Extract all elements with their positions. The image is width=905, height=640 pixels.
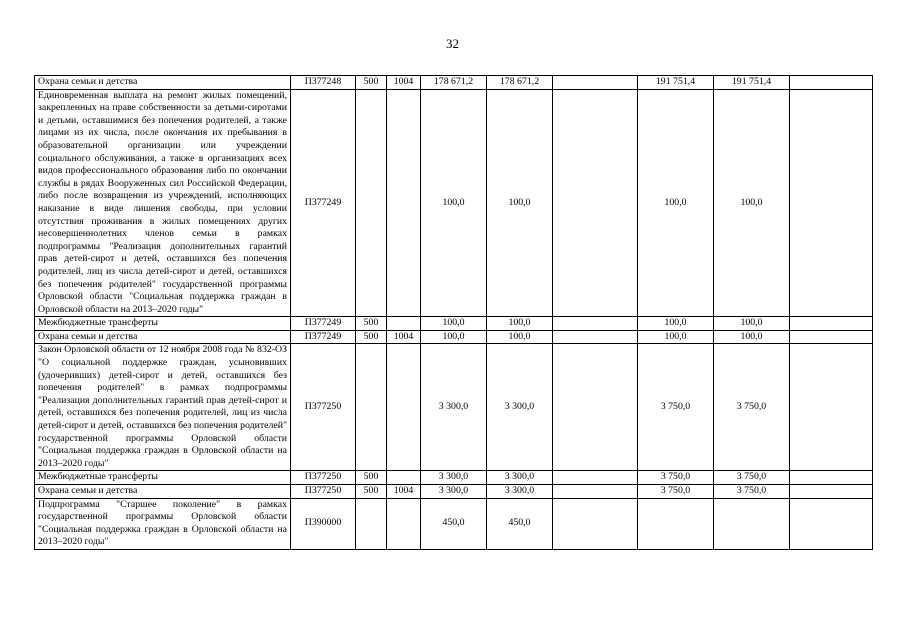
page-number: 32 [446, 36, 459, 51]
row-amount-1: 450,0 [421, 498, 487, 549]
table-row [35, 330, 873, 344]
row-amount-5: 3 750,0 [714, 485, 790, 499]
row-description: Охрана семьи и детства [35, 485, 291, 499]
table-row [35, 498, 873, 549]
table-row [35, 485, 873, 499]
row-section-code [387, 471, 421, 485]
row-target-code: П377248 [291, 76, 356, 90]
row-amount-4: 191 751,4 [638, 76, 714, 90]
row-amount-1: 3 300,0 [421, 344, 487, 471]
row-section-code [387, 89, 421, 317]
row-amount-4: 3 750,0 [638, 485, 714, 499]
row-amount-2: 3 300,0 [487, 471, 553, 485]
row-amount-3 [553, 330, 638, 344]
row-amount-6 [790, 471, 873, 485]
row-amount-6 [790, 89, 873, 317]
row-description: Межбюджетные трансферты [35, 471, 291, 485]
row-amount-5 [714, 498, 790, 549]
row-amount-5: 100,0 [714, 317, 790, 331]
row-amount-2: 450,0 [487, 498, 553, 549]
row-amount-1: 178 671,2 [421, 76, 487, 90]
row-target-code: П377250 [291, 471, 356, 485]
table-body [35, 76, 873, 550]
row-amount-3 [553, 76, 638, 90]
row-amount-3 [553, 89, 638, 317]
row-expense-type [356, 498, 387, 549]
row-amount-1: 100,0 [421, 330, 487, 344]
budget-table [34, 75, 873, 550]
row-amount-1: 100,0 [421, 89, 487, 317]
row-description: Охрана семьи и детства [35, 330, 291, 344]
row-amount-3 [553, 485, 638, 499]
row-amount-4: 3 750,0 [638, 471, 714, 485]
row-amount-4 [638, 498, 714, 549]
row-amount-3 [553, 471, 638, 485]
row-target-code: П377249 [291, 89, 356, 317]
row-amount-2: 3 300,0 [487, 344, 553, 471]
row-amount-6 [790, 317, 873, 331]
row-amount-6 [790, 76, 873, 90]
row-amount-6 [790, 330, 873, 344]
row-expense-type: 500 [356, 317, 387, 331]
row-description: Охрана семьи и детства [35, 76, 291, 90]
row-section-code [387, 344, 421, 471]
row-amount-5: 100,0 [714, 89, 790, 317]
row-section-code: 1004 [387, 76, 421, 90]
row-amount-2: 100,0 [487, 89, 553, 317]
row-target-code: П377249 [291, 330, 356, 344]
row-amount-3 [553, 498, 638, 549]
row-target-code: П377250 [291, 485, 356, 499]
row-amount-6 [790, 498, 873, 549]
row-amount-1: 3 300,0 [421, 471, 487, 485]
row-amount-5: 3 750,0 [714, 344, 790, 471]
row-section-code: 1004 [387, 330, 421, 344]
table-row [35, 76, 873, 90]
row-description: Межбюджетные трансферты [35, 317, 291, 331]
table-row [35, 344, 873, 471]
row-target-code: П377249 [291, 317, 356, 331]
row-amount-2: 3 300,0 [487, 485, 553, 499]
row-amount-4: 100,0 [638, 89, 714, 317]
table-row [35, 89, 873, 317]
row-expense-type: 500 [356, 330, 387, 344]
row-section-code [387, 498, 421, 549]
row-description: Единовременная выплата на ремонт жилых помещений, закрепленных на праве собственности за детьми-сиротами и детьми, оставшимися без попечения родителей, а также лицами из их числа, после окончания их пребывания в образовательной организации или учреждении социального обслуживания, а также в организациях всех видов профессионального образования либо по окончании службы в рядах Вооруженных сил Российской Федерации, либо после возвращения из учреждений, исполняющих наказание в виде лишения свободы, при условии отсутствия проживания в жилых помещениях других несовершеннолетних членов семьи в рамках подпрограммы "Реализация дополнительных гарантий прав детей-сирот и детей, оставшихся без попечения родителей, лиц из числа детей-сирот и детей, оставшихся без попечения родителей" государственной программы Орловской области "Социальная поддержка граждан в Орловской области на 2013–2020 годы" [35, 89, 291, 317]
row-amount-3 [553, 317, 638, 331]
row-amount-1: 100,0 [421, 317, 487, 331]
row-amount-6 [790, 485, 873, 499]
row-section-code: 1004 [387, 485, 421, 499]
row-expense-type [356, 344, 387, 471]
row-description: Подпрограмма "Старшее поколение" в рамках государственной программы Орловской области "Социальная поддержка граждан в Орловской области на 2013–2020 годы" [35, 498, 291, 549]
row-amount-1: 3 300,0 [421, 485, 487, 499]
row-target-code: П390000 [291, 498, 356, 549]
row-amount-5: 3 750,0 [714, 471, 790, 485]
row-amount-5: 191 751,4 [714, 76, 790, 90]
row-target-code: П377250 [291, 344, 356, 471]
row-amount-2: 100,0 [487, 330, 553, 344]
row-expense-type: 500 [356, 485, 387, 499]
row-description: Закон Орловской области от 12 ноября 2008 года № 832-ОЗ "О социальной поддержке граждан, усыновивших (удочеривших) детей-сирот и детей, оставшихся без попечения родителей" в рамках подпрограммы "Реализация дополнительных гарантий прав детей-сирот и детей, оставшихся без попечения родителей, лиц из числа детей-сирот и детей, оставшихся без попечения родителей" государственной программы Орловской области "Социальная поддержка граждан в Орловской области на 2013–2020 годы" [35, 344, 291, 471]
row-amount-4: 100,0 [638, 317, 714, 331]
row-expense-type [356, 89, 387, 317]
table-row [35, 471, 873, 485]
row-amount-4: 3 750,0 [638, 344, 714, 471]
row-expense-type: 500 [356, 76, 387, 90]
table-row [35, 317, 873, 331]
row-expense-type: 500 [356, 471, 387, 485]
row-amount-3 [553, 344, 638, 471]
row-amount-2: 100,0 [487, 317, 553, 331]
row-amount-6 [790, 344, 873, 471]
row-amount-2: 178 671,2 [487, 76, 553, 90]
row-amount-4: 100,0 [638, 330, 714, 344]
row-amount-5: 100,0 [714, 330, 790, 344]
row-section-code [387, 317, 421, 331]
